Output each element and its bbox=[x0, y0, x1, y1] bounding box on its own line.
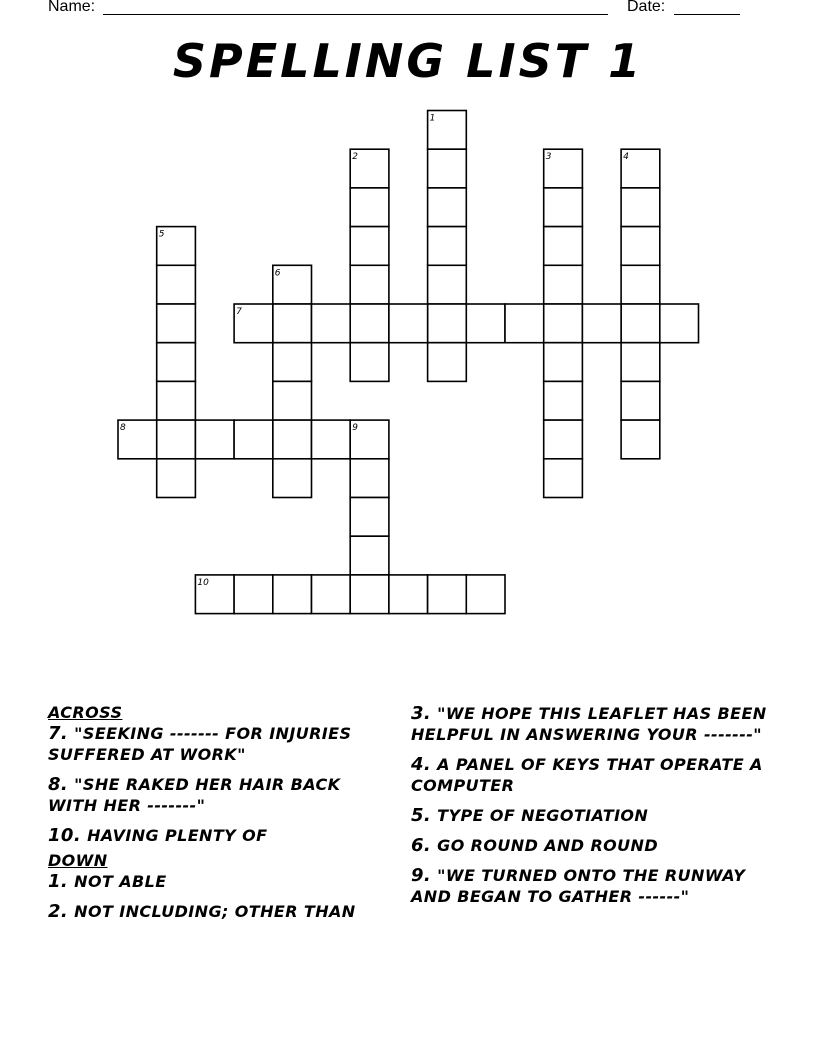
crossword-cell[interactable] bbox=[544, 420, 583, 459]
clue-text: GO ROUND AND ROUND bbox=[437, 836, 659, 855]
clue-text: NOT ABLE bbox=[74, 872, 167, 891]
crossword-cell[interactable] bbox=[544, 265, 583, 304]
crossword-cell[interactable] bbox=[389, 575, 428, 614]
crossword-cell[interactable] bbox=[157, 459, 196, 498]
crossword-cell[interactable] bbox=[621, 381, 660, 420]
page-title: SPELLING LIST 1 bbox=[172, 34, 644, 88]
date-label: Date: bbox=[627, 0, 666, 15]
crossword-cell[interactable] bbox=[350, 227, 389, 266]
crossword-cell[interactable] bbox=[350, 536, 389, 575]
clue-text: "WE HOPE THIS LEAFLET HAS BEEN HELPFUL IN ANSWERING YOUR -------" bbox=[411, 704, 767, 744]
crossword-cell[interactable] bbox=[350, 575, 389, 614]
clue-down-2 bbox=[48, 901, 368, 922]
crossword-cell[interactable] bbox=[621, 265, 660, 304]
crossword-cell[interactable] bbox=[234, 420, 273, 459]
crossword-cell[interactable] bbox=[621, 227, 660, 266]
crossword-cell[interactable] bbox=[505, 304, 544, 343]
crossword-cell[interactable] bbox=[350, 459, 389, 498]
clue-number: 7. bbox=[48, 723, 69, 744]
crossword-cell[interactable] bbox=[428, 304, 467, 343]
clue-number: 3. bbox=[411, 703, 432, 724]
clue-number: 4. bbox=[411, 754, 432, 775]
crossword-cell[interactable] bbox=[312, 304, 351, 343]
clue-down-5 bbox=[411, 805, 771, 826]
crossword-cell[interactable] bbox=[428, 575, 467, 614]
clue-text: HAVING PLENTY OF bbox=[87, 826, 268, 845]
across-heading: ACROSS bbox=[48, 703, 123, 722]
crossword-cell[interactable] bbox=[312, 575, 351, 614]
clue-number: 1. bbox=[48, 871, 69, 892]
cell-number: 9 bbox=[352, 423, 358, 434]
clue-down-9 bbox=[411, 865, 771, 907]
crossword-cell[interactable] bbox=[660, 304, 699, 343]
clues-right-column bbox=[411, 703, 771, 916]
crossword-cell[interactable] bbox=[350, 498, 389, 537]
crossword-cell[interactable] bbox=[234, 575, 273, 614]
clue-text: "SEEKING ------- FOR INJURIES SUFFERED AT WORK" bbox=[48, 724, 352, 764]
clue-across-10 bbox=[48, 825, 368, 846]
crossword-cell[interactable] bbox=[389, 304, 428, 343]
crossword-cell[interactable] bbox=[621, 188, 660, 227]
crossword-cell[interactable] bbox=[428, 149, 467, 188]
crossword-cell[interactable] bbox=[273, 381, 312, 420]
clues-left-column bbox=[48, 702, 368, 931]
crossword-cell[interactable] bbox=[544, 188, 583, 227]
crossword-cell[interactable] bbox=[157, 420, 196, 459]
crossword-cell[interactable] bbox=[350, 343, 389, 382]
crossword-cell[interactable] bbox=[350, 304, 389, 343]
crossword-cell[interactable] bbox=[195, 420, 234, 459]
clue-number: 5. bbox=[411, 805, 432, 826]
clue-down-6 bbox=[411, 835, 771, 856]
clue-text: "WE TURNED ONTO THE RUNWAY AND BEGAN TO GATHER ------" bbox=[411, 866, 746, 906]
crossword-cell[interactable] bbox=[582, 304, 621, 343]
crossword-cell[interactable] bbox=[544, 381, 583, 420]
cell-number: 1 bbox=[429, 113, 436, 124]
cell-number: 8 bbox=[120, 423, 126, 434]
crossword-cell[interactable] bbox=[157, 381, 196, 420]
clue-down-3 bbox=[411, 703, 771, 745]
cell-number: 2 bbox=[352, 152, 358, 163]
crossword-cell[interactable] bbox=[466, 575, 505, 614]
crossword-cell[interactable] bbox=[312, 420, 351, 459]
clue-across-8 bbox=[48, 774, 368, 816]
cell-number: 5 bbox=[158, 229, 165, 240]
crossword-cell[interactable] bbox=[544, 459, 583, 498]
clue-text: TYPE OF NEGOTIATION bbox=[437, 806, 649, 825]
clue-across-7 bbox=[48, 723, 368, 765]
crossword-cell[interactable] bbox=[428, 265, 467, 304]
cell-number: 3 bbox=[545, 152, 552, 163]
crossword-cell[interactable] bbox=[621, 304, 660, 343]
crossword-cell[interactable] bbox=[428, 227, 467, 266]
crossword-cell[interactable] bbox=[621, 420, 660, 459]
clue-text: "SHE RAKED HER HAIR BACK WITH HER -------" bbox=[48, 775, 341, 815]
clue-down-4 bbox=[411, 754, 771, 796]
crossword-cell[interactable] bbox=[428, 188, 467, 227]
crossword-cell[interactable] bbox=[273, 420, 312, 459]
down-heading: DOWN bbox=[48, 851, 108, 870]
name-label: Name: bbox=[48, 0, 96, 15]
crossword-cell[interactable] bbox=[157, 265, 196, 304]
clue-number: 6. bbox=[411, 835, 432, 856]
crossword-cell[interactable] bbox=[273, 575, 312, 614]
clue-number: 8. bbox=[48, 774, 69, 795]
cell-number: 10 bbox=[197, 577, 209, 588]
crossword-cell[interactable] bbox=[273, 304, 312, 343]
clue-number: 2. bbox=[48, 901, 69, 922]
crossword-cell[interactable] bbox=[466, 304, 505, 343]
clue-number: 10. bbox=[48, 825, 82, 846]
crossword-cell[interactable] bbox=[621, 343, 660, 382]
clue-down-1 bbox=[48, 871, 368, 892]
crossword-cell[interactable] bbox=[350, 265, 389, 304]
crossword-cell[interactable] bbox=[544, 227, 583, 266]
crossword-cell[interactable] bbox=[544, 343, 583, 382]
cell-number: 6 bbox=[274, 268, 281, 279]
crossword-cell[interactable] bbox=[157, 304, 196, 343]
crossword-cell[interactable] bbox=[428, 343, 467, 382]
cell-number: 4 bbox=[623, 152, 629, 163]
crossword-cell[interactable] bbox=[273, 459, 312, 498]
crossword-cell[interactable] bbox=[157, 343, 196, 382]
clue-text: NOT INCLUDING; OTHER THAN bbox=[74, 902, 356, 921]
crossword-cell[interactable] bbox=[544, 304, 583, 343]
clue-number: 9. bbox=[411, 865, 432, 886]
clue-text: A PANEL OF KEYS THAT OPERATE A COMPUTER bbox=[411, 755, 763, 795]
cell-number: 7 bbox=[236, 307, 242, 317]
crossword-cell[interactable] bbox=[350, 188, 389, 227]
crossword-cell[interactable] bbox=[273, 343, 312, 382]
